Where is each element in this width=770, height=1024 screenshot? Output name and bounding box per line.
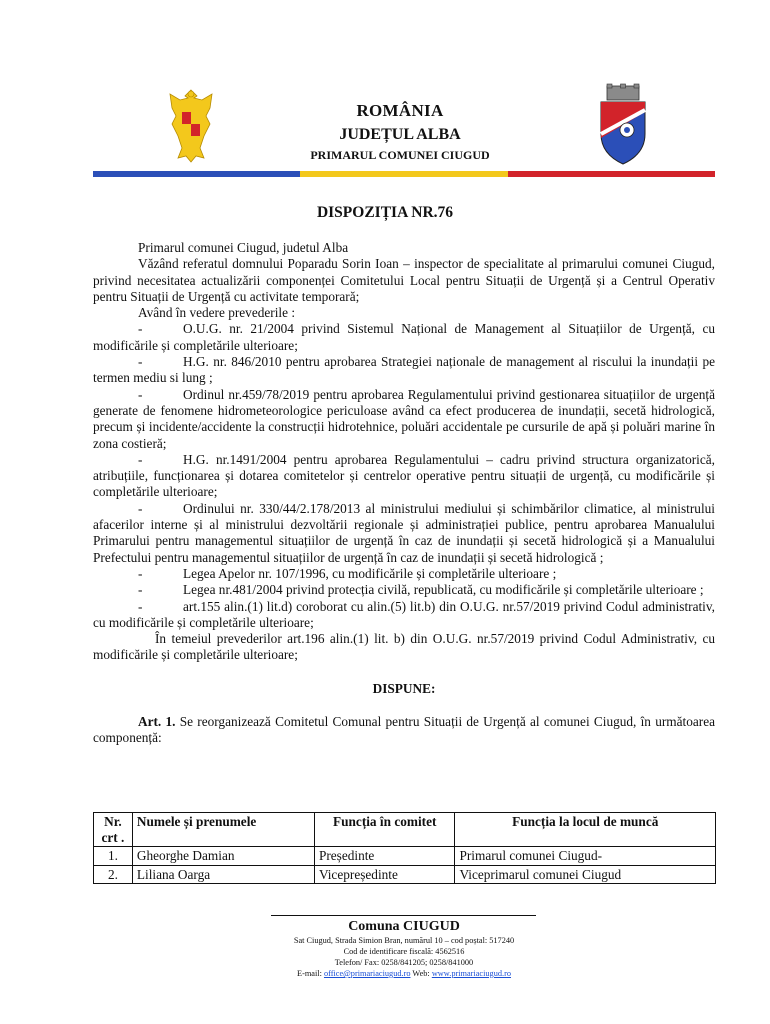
legal-basis-item: - H.G. nr.1491/2004 pentru aprobarea Regulamentului – cadru privind structura organizatorică, atribuțiile, funcționarea și dotarea comitetelor și centrelor operative pentru situații de urgență, cu modificările și completările ulterioare; <box>93 451 715 500</box>
footer-address: Sat Ciugud, Strada Simion Bran, numărul 10 – cod poștal: 517240 <box>293 936 515 945</box>
cell-name: Liliana Oarga <box>132 865 314 884</box>
cell-job-role: Viceprimarul comunei Ciugud <box>455 865 716 884</box>
cell-nr: 1. <box>94 847 133 866</box>
cell-committee-role: Președinte <box>314 847 455 866</box>
legal-basis-item: - O.U.G. nr. 21/2004 privind Sistemul Național de Management al Situațiilor de Urgență, cu modificările și completările ulterioare; <box>93 321 715 353</box>
table-row <box>94 847 716 866</box>
header-job-role: Funcția la locul de muncă <box>455 813 716 847</box>
document-body <box>93 240 715 747</box>
web-label: Web: <box>412 969 430 978</box>
legal-basis-item: - Ordinului nr. 330/44/2.178/2013 al ministrului mediului și schimbărilor climatice, al ministrului afacerilor interne și al ministrului dezvoltării regionale și administrației publice, pentru aprobarea Manualului Primarului pentru managementul situațiilor de urgență în caz de inundații și secetă hidrologică și a Manualului Prefectului pentru managementul situațiilor de urgență în caz de inundații și secetă hidrologică ; <box>93 500 715 565</box>
footer-phone: Telefon/ Fax: 0258/841205; 0258/841000 <box>334 958 474 967</box>
considering-line: Având în vedere prevederile : <box>138 305 296 321</box>
tricolor-blue <box>93 171 300 177</box>
document-title: DISPOZIȚIA NR.76 <box>316 204 454 221</box>
article-1-text: Se reorganizează Comitetul Comunal pentru Situații de Urgență al comunei Ciugud, în următoarea componență: <box>93 714 715 746</box>
cell-name: Gheorghe Damian <box>132 847 314 866</box>
county-name: JUDEȚUL ALBA <box>339 126 461 143</box>
article-1-label: Art. 1. <box>138 714 176 730</box>
issuer-line: Primarul comunei Ciugud, judetul Alba <box>138 240 349 255</box>
website-link[interactable]: www.primariaciugud.ro <box>431 969 511 978</box>
tricolor-band <box>93 171 715 177</box>
footer-divider <box>271 915 536 916</box>
cell-job-role: Primarul comunei Ciugud- <box>455 847 716 866</box>
referat-paragraph: Văzând referatul domnului Poparadu Sorin Ioan – inspector de specialitate al primarului comunei Ciugud, privind necesitatea actualizării componenței Comitetului Local pentru Situații de Urgență și a Centrul Operativ pentru Situații de Urgență cu activitate temporară; <box>93 256 715 304</box>
romania-coat-of-arms-icon <box>166 86 216 166</box>
header-name: Numele și prenumele <box>132 813 314 847</box>
header-committee-role: Funcția în comitet <box>314 813 455 847</box>
tricolor-yellow <box>300 171 507 177</box>
cell-nr: 2. <box>94 865 133 884</box>
dispune-heading: DISPUNE: <box>372 680 436 696</box>
article-1 <box>93 714 715 747</box>
legal-basis-item: - Legea Apelor nr. 107/1996, cu modificările și completările ulterioare ; <box>138 565 557 581</box>
legal-basis-item: - art.155 alin.(1) lit.d) coroborat cu alin.(5) lit.b) din O.U.G. nr.57/2019 privind Codul administrativ, cu modificările și completările ulterioare; <box>93 598 715 630</box>
header-nr-crt: Nr. crt . <box>94 813 133 847</box>
tricolor-red <box>508 171 715 177</box>
country-name: ROMÂNIA <box>356 101 444 120</box>
footer-contact <box>0 969 770 979</box>
table-header-row <box>94 813 716 847</box>
ciugud-coat-of-arms-icon <box>593 82 653 166</box>
committee-table <box>93 812 716 884</box>
legal-basis-item: - Ordinul nr.459/78/2019 pentru aprobarea Regulamentului privind gestionarea situațiilor de urgență generate de fenomene hidrometeorologice periculoase având ca efect producerea de inundații, secetă hidrologică, precum și incidente/accidente la construcții hidrotehnice, poluări accidentale pe cursurile de apă și poluări marine în zona costieră; <box>93 386 715 451</box>
footer-fiscal-code: Cod de identificare fiscală: 4562516 <box>343 947 465 956</box>
email-label: E-mail: <box>297 969 322 978</box>
footer-title: Comuna CIUGUD <box>348 919 460 934</box>
pursuant-paragraph: În temeiul prevederilor art.196 alin.(1) lit. b) din O.U.G. nr.57/2019 privind Codul Administrativ, cu modificările și completările ulterioare; <box>93 631 715 663</box>
email-link[interactable]: office@primariaciugud.ro <box>323 969 411 978</box>
office-name: PRIMARUL COMUNEI CIUGUD <box>310 148 490 162</box>
cell-committee-role: Vicepreședinte <box>314 865 455 884</box>
legal-basis-item: - Legea nr.481/2004 privind protecția civilă, republicată, cu modificările și completările ulterioare ; <box>138 582 704 598</box>
legal-basis-item: - H.G. nr. 846/2010 pentru aprobarea Strategiei naționale de management al riscului la inundații pe termen mediu si lung ; <box>93 354 715 386</box>
table-row <box>94 865 716 884</box>
